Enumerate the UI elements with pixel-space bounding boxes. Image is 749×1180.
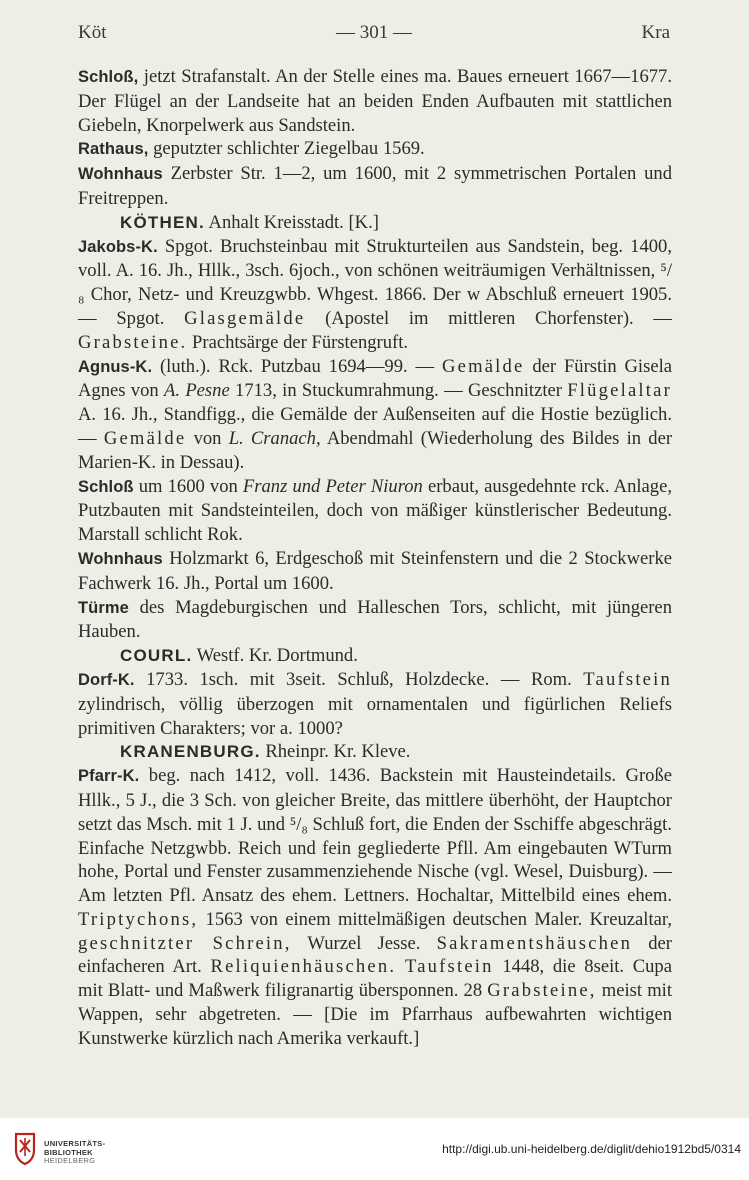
library-line: UNIVERSITÄTS- bbox=[44, 1139, 106, 1148]
entry-paragraph bbox=[78, 162, 672, 211]
entry-text: Wurzel Jesse. bbox=[291, 932, 437, 954]
entry-text: (Apostel im mittleren Chorfenster). — bbox=[305, 307, 672, 329]
entry-keyword: Dorf-K. bbox=[78, 670, 135, 689]
running-header bbox=[78, 22, 670, 48]
entry-text: zylindrisch, völlig überzogen mit ornamentalen und figürlichen Reliefs primitiven Charakters; vor a. 1000? bbox=[78, 693, 672, 739]
entry-text: um 1600 von bbox=[133, 475, 243, 497]
library-line: HEIDELBERG bbox=[44, 1156, 96, 1165]
library-name bbox=[44, 1140, 105, 1166]
entry-text: der einfacheren Art. bbox=[78, 932, 672, 978]
place-text: Rheinpr. Kr. Kleve. bbox=[260, 741, 411, 763]
entry-paragraph bbox=[78, 668, 672, 740]
entry-text: 1448, die 8seit. Cupa mit Blatt- und Maßwerk filigranartig übersponnen. 28 bbox=[78, 956, 672, 1002]
entry-text: 1733. 1sch. mit 3seit. Schluß, Holzdecke. — Rom. bbox=[134, 668, 584, 690]
place-text: Anhalt Kreisstadt. [K.] bbox=[204, 211, 379, 233]
entry-text: Spgot. Bruchsteinbau mit Strukturteilen aus Sandstein, beg. 1400, voll. A. 16. Jh., Hllk., 3sch. 6joch., von schönen weiträumigen Verhältnissen, ⁵/₈ Chor, Netz- und Kreuzgwbb. Whgest. 1866. Der w Abschluß erneuert 1905. — Spgot. bbox=[78, 235, 672, 329]
spaced-term: geschnitzter Schrein, bbox=[78, 932, 292, 954]
place-heading bbox=[78, 740, 672, 764]
entry-text: 1713, in Stuckumrahmung. — Geschnitzter bbox=[229, 380, 568, 402]
entry-text: (luth.). Rck. Putzbau 1694—99. — bbox=[152, 355, 442, 377]
entry-keyword: Schloß, bbox=[78, 68, 139, 86]
entry-text: jetzt Strafanstalt. An der Stelle eines ma. Baues erneuert 1667—1677. Der Flügel an der Landseite hat an beiden Enden Aufbauten mit stattlichen Giebeln, Knorpelwerk aus Sandstein. bbox=[78, 66, 672, 136]
entry-keyword: Wohnhaus bbox=[78, 165, 163, 184]
header-left: Köt bbox=[78, 22, 107, 43]
artist-name: A. Pesne bbox=[164, 380, 230, 402]
entry-text: beg. nach 1412, voll. 1436. Backstein mit Hausteindetails. Große Hllk., 5 J., die 3 Sch. von gleicher Breite, das mittlere überhöht, der Hauptchor setzt das Msch. mit 1 J. und ⁵/₈ Schluß fort, die Enden der Sschiffe abgeschrägt. Einfache Netzgwbb. Reich und fein gegliederte Pfll. Am eingebauten WTurm hohe, Portal und Fenster zusammenziehende Nische (vgl. Wesel, Duisburg). — Am letzten Pfl. Ansatz des ehem. Lettners. Hochaltar, Mittelbild eines ehem. bbox=[78, 765, 672, 907]
page-number: — 301 — bbox=[336, 22, 412, 43]
artist-name: L. Cranach, bbox=[228, 427, 321, 449]
place-name: KÖTHEN. bbox=[120, 212, 205, 232]
header-right: Kra bbox=[641, 22, 670, 43]
spaced-term: Glasgemälde bbox=[184, 307, 306, 329]
entry-text: Abendmahl (Wiederholung des Bildes in der Marien-K. in Dessau). bbox=[78, 427, 673, 473]
spaced-term: Grabsteine, bbox=[487, 980, 597, 1002]
entry-keyword: Wohnhaus bbox=[78, 549, 163, 568]
entry-text: meist mit Wappen, sehr abgetreten. — [Die im Pfarrhaus aufbewahrten wichtigen Kunstwerke kürzlich nach Amerika verkauft.] bbox=[78, 980, 672, 1049]
entry-text: erbaut, ausgedehnte rck. Anlage, Putzbauten mit Sandsteinteilen, doch von mäßiger künstlerischer Bedeutung. Marstall schlicht Rok. bbox=[78, 475, 673, 546]
page-body bbox=[78, 65, 672, 1051]
entry-keyword: Türme bbox=[78, 598, 129, 617]
spaced-term: Gemälde bbox=[103, 427, 187, 449]
entry-text: Zerbster Str. 1—2, um 1600, mit 2 symmetrischen Portalen und Freitreppen. bbox=[78, 163, 672, 209]
entry-paragraph bbox=[78, 547, 672, 596]
spaced-term: Grabsteine. bbox=[78, 331, 188, 353]
entry-keyword: Jakobs-K. bbox=[78, 237, 158, 256]
entry-text: Prachtsärge der Fürstengruft. bbox=[187, 331, 409, 353]
artist-name: Franz und Peter Niuron bbox=[242, 475, 423, 497]
entry-keyword: Schloß bbox=[78, 477, 134, 496]
spaced-term: Taufstein bbox=[583, 668, 672, 690]
place-text: Westf. Kr. Dortmund. bbox=[192, 645, 358, 667]
spaced-term: Reliquienhäuschen. bbox=[210, 956, 397, 978]
place-name: COURL. bbox=[120, 646, 193, 666]
entry-text: geputzter schlichter Ziegelbau 1569. bbox=[148, 138, 425, 160]
library-line: BIBLIOTHEK bbox=[44, 1147, 93, 1157]
entry-text: 1563 von einem mittelmäßigen deutschen Maler. Kreuzaltar, bbox=[198, 908, 672, 930]
entry-paragraph bbox=[78, 764, 672, 1051]
place-heading bbox=[78, 211, 672, 235]
spaced-term: Sakramentshäuschen bbox=[436, 932, 633, 954]
entry-paragraph bbox=[78, 596, 672, 645]
entry-text: von bbox=[186, 427, 229, 449]
spaced-term: Taufstein bbox=[404, 956, 494, 978]
entry-text: des Magdeburgischen und Halleschen Tors, schlicht, mit jüngeren Hauben. bbox=[78, 596, 672, 643]
entry-paragraph bbox=[78, 355, 672, 475]
university-seal-icon bbox=[12, 1132, 38, 1166]
entry-paragraph bbox=[78, 475, 672, 547]
spaced-term: Flügelaltar bbox=[567, 380, 672, 402]
entry-keyword: Pfarr-K. bbox=[78, 767, 140, 786]
spaced-term: Gemälde bbox=[441, 355, 525, 377]
entry-paragraph bbox=[78, 65, 672, 137]
entry-paragraph bbox=[78, 137, 672, 162]
permalink-url[interactable]: http://digi.ub.uni-heidelberg.de/diglit/dehio1912bd5/0314 bbox=[442, 1142, 741, 1156]
spaced-term: Triptychons, bbox=[78, 908, 199, 930]
entry-keyword: Rathaus, bbox=[78, 140, 149, 159]
place-name: KRANENBURG. bbox=[120, 742, 261, 762]
viewer-footer bbox=[0, 1118, 749, 1180]
entry-text bbox=[396, 956, 405, 977]
entry-text: der Fürstin Gisela Agnes von bbox=[78, 355, 672, 402]
entry-paragraph bbox=[78, 235, 672, 355]
entry-keyword: Agnus-K. bbox=[78, 357, 153, 376]
entry-text: Holzmarkt 6, Erdgeschoß mit Steinfenstern und die 2 Stockwerke Fachwerk 16. Jh., Portal um 1600. bbox=[78, 547, 672, 594]
place-heading bbox=[78, 644, 672, 668]
entry-text: A. 16. Jh., Standfigg., die Gemälde der Außenseiten auf die Hostie bezüglich. — bbox=[78, 404, 672, 449]
